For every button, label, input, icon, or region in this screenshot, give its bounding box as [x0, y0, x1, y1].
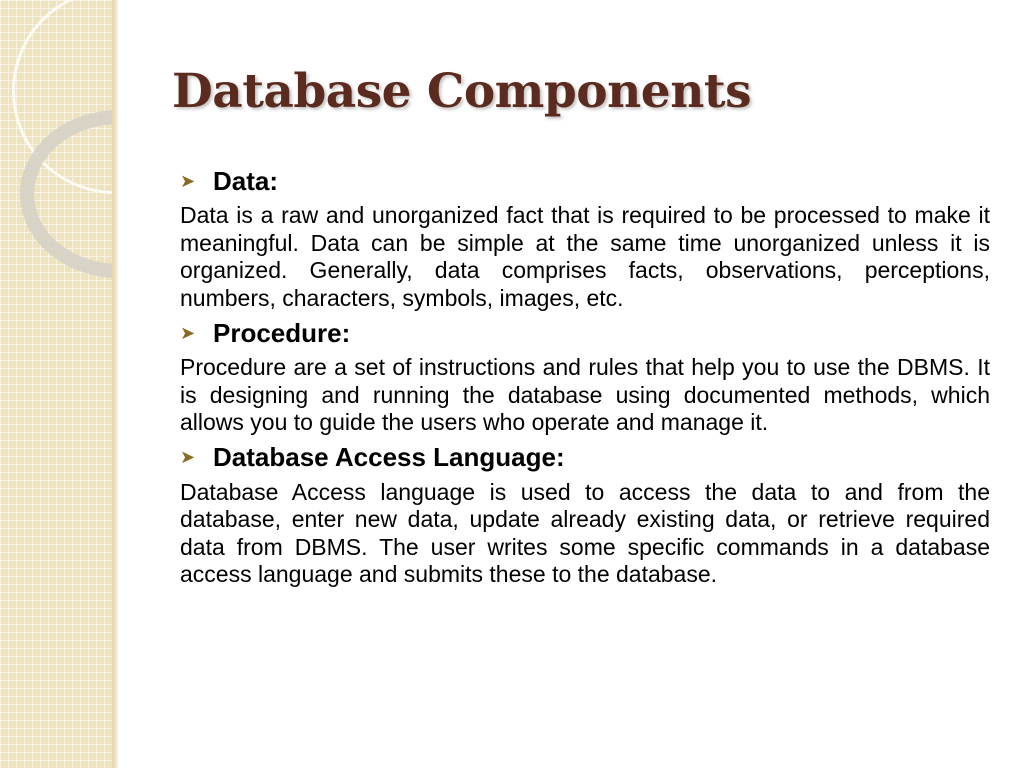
- section-heading: Data:: [213, 165, 279, 196]
- section-heading: Procedure:: [213, 317, 351, 348]
- slide-content: [180, 164, 990, 593]
- chevron-arrow-icon: ➤: [180, 170, 196, 192]
- section-procedure: [180, 316, 990, 437]
- section-paragraph: Database Access language is used to access the data to and from the database, enter new data, update already existing data, or retrieve required data from DBMS. The user writes some specific commands in a database access language and submits these to the database.: [180, 478, 990, 587]
- slide-title: Database Components: [172, 64, 752, 119]
- section-database-access-language: [180, 441, 990, 589]
- chevron-arrow-icon: ➤: [180, 447, 196, 468]
- section-heading: Database Access Language:: [213, 442, 565, 472]
- section-paragraph: Data is a raw and unorganized fact that is required to be processed to make it meaningful. Data can be simple at the same time unorganized unless it is organized. Generally, data comprises facts, observations, perceptions, numbers, characters, symbols, images, etc.: [180, 202, 990, 311]
- bullet-heading-row: [180, 441, 990, 475]
- bullet-heading-row: [180, 164, 990, 198]
- section-data: [180, 164, 990, 312]
- side-panel-edge: [112, 0, 118, 768]
- chevron-arrow-icon: ➤: [180, 322, 196, 344]
- decorative-side-panel: [0, 0, 112, 768]
- section-paragraph: Procedure are a set of instructions and rules that help you to use the DBMS. It is designing and running the database using documented methods, which allows you to guide the users who operate and manage it.: [180, 354, 990, 435]
- bullet-heading-row: [180, 316, 990, 350]
